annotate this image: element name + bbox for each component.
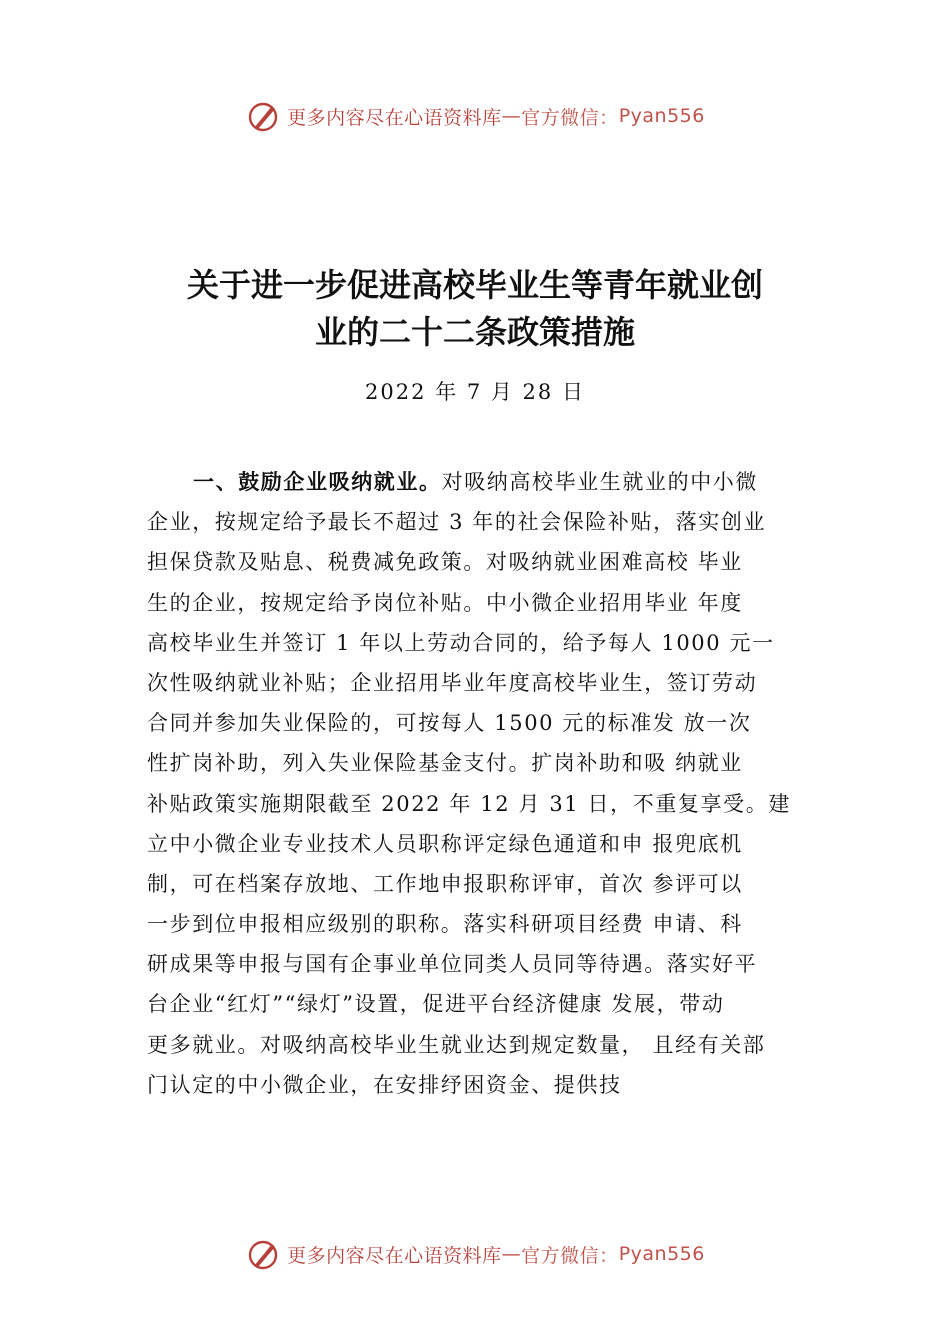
paragraph-line: 更多就业。对吸纳高校毕业生就业达到规定数量， 且经有关部 [147, 1032, 766, 1057]
paragraph-line: 次性吸纳就业补贴；企业招用毕业年度高校毕业生，签订劳动 [147, 670, 758, 695]
paragraph-line: 门认定的中小微企业，在安排纾困资金、提供技 [147, 1072, 622, 1097]
paragraph-text: 对吸纳高校毕业生就业的中小微 [441, 470, 759, 494]
paragraph-line: 生的企业，按规定给予岗位补贴。中小微企业招用毕业 年度 [147, 590, 743, 615]
quill-emblem-icon [245, 1236, 281, 1272]
paragraph-line: 制，可在档案存放地、工作地申报职称评审，首次 参评可以 [147, 871, 743, 896]
paragraph-line: 补贴政策实施期限截至 2022 年 12 月 31 日，不重复享受。建 [147, 791, 791, 816]
title-line-1: 关于进一步促进高校毕业生等青年就业创 [186, 266, 763, 304]
banner-wechat-label: 官方微信： [521, 106, 619, 129]
banner-text: 更多内容尽在心语资料库 [287, 1244, 502, 1267]
header-banner [0, 96, 950, 136]
quill-emblem-icon [245, 98, 281, 134]
paragraph-line: 一步到位申报相应级别的职称。落实科研项目经费 申请、科 [147, 912, 743, 937]
paragraph-line: 性扩岗补助，列入失业保险基金支付。扩岗补助和吸 纳就业 [147, 751, 743, 776]
title-line-2: 业的二十二条政策措施 [314, 313, 635, 351]
footer-banner [0, 1234, 950, 1274]
paragraph-line: 担保贷款及贴息、税费减免政策。对吸纳就业困难高校 毕业 [147, 550, 743, 575]
paragraph-line: 研成果等申报与国有企事业单位同类人员同等待遇。落实好平 [147, 952, 758, 977]
banner-text: 更多内容尽在心语资料库 [287, 106, 502, 129]
section-heading: 一、鼓励企业吸纳就业。 [193, 470, 442, 494]
banner-dash: — [501, 1243, 522, 1265]
document-body [147, 462, 837, 1105]
paragraph-line [147, 462, 837, 502]
paragraph-line: 企业，按规定给予最长不超过 3 年的社会保险补贴，落实创业 [147, 510, 767, 535]
banner-wechat-label: 官方微信： [521, 1244, 619, 1267]
paragraph-line: 高校毕业生并签订 1 年以上劳动合同的，给予每人 1000 元一 [147, 630, 775, 655]
banner-wechat-id: Pyan556 [618, 105, 705, 127]
document-date: 2022 年 7 月 28 日 [365, 380, 585, 404]
paragraph-line: 台企业“红灯”“绿灯”设置，促进平台经济健康 发展，带动 [147, 992, 725, 1017]
banner-dash: — [501, 105, 522, 127]
banner-wechat-id: Pyan556 [618, 1243, 705, 1265]
paragraph-line: 立中小微企业专业技术人员职称评定绿色通道和申 报兜底机 [147, 831, 743, 856]
paragraph-line: 合同并参加失业保险的，可按每人 1500 元的标准发 放一次 [147, 711, 752, 736]
document-title [0, 262, 950, 356]
